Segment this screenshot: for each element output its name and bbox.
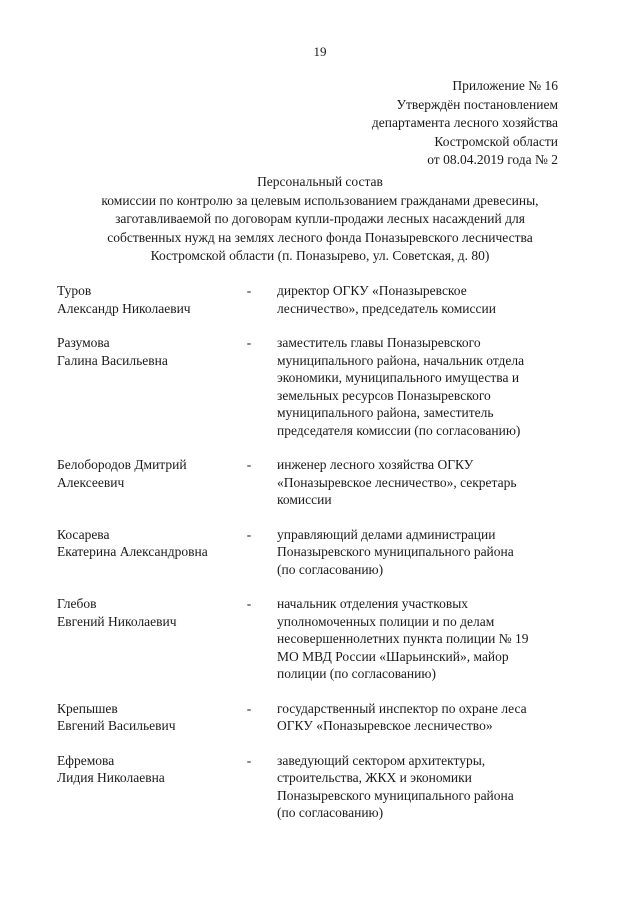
member-name-line: Ефремова xyxy=(57,752,115,768)
member-role-line: муниципального района, начальник отдела xyxy=(277,352,525,368)
member-role xyxy=(277,752,559,822)
member-dash: - xyxy=(246,752,252,768)
approval-line-approved: Утверждён постановлением xyxy=(396,96,558,112)
member-name-line: Алексеевич xyxy=(57,474,125,490)
member-row xyxy=(57,334,577,439)
member-role-line: полиции (по согласованию) xyxy=(277,666,436,681)
member-role-line: Поназыревского муниципального района xyxy=(277,544,514,559)
member-name-line: Разумова xyxy=(57,335,110,350)
member-role-line: председателя комиссии (по согласованию) xyxy=(277,422,521,438)
member-row xyxy=(57,282,577,317)
member-role-line: инженер лесного хозяйства ОГКУ xyxy=(277,457,474,472)
member-row xyxy=(57,595,577,683)
member-name-line: Евгений Васильевич xyxy=(57,718,176,733)
member-role xyxy=(277,282,559,317)
member-role xyxy=(277,526,559,579)
member-name-line: Евгений Николаевич xyxy=(57,613,177,629)
title-line: комиссии по контролю за целевым использованием гражданами древесины, xyxy=(101,192,539,208)
member-role-line: начальник отделения участковых xyxy=(277,596,469,611)
member-role-line: «Поназыревское лесничество», секретарь xyxy=(277,474,517,490)
member-name-line: Крепышев xyxy=(57,700,118,716)
member-name-line: Лидия Николаевна xyxy=(57,770,165,785)
member-name xyxy=(57,282,237,317)
member-dash: - xyxy=(246,283,252,298)
member-name-line: Глебов xyxy=(57,596,97,611)
member-role-line: директор ОГКУ «Поназыревское xyxy=(277,283,467,298)
document-title xyxy=(40,173,600,266)
member-name xyxy=(57,752,237,822)
member-role-line: заместитель главы Поназыревского xyxy=(277,335,481,350)
member-role-line: лесничество», председатель комиссии xyxy=(277,300,496,316)
member-name xyxy=(57,334,237,439)
member-row xyxy=(57,526,577,579)
member-name-line: Александр Николаевич xyxy=(57,300,191,316)
approval-line-date: от 08.04.2019 года № 2 xyxy=(427,152,558,167)
member-role-line: строительства, ЖКХ и экономики xyxy=(277,770,472,785)
title-line: Персональный состав xyxy=(257,174,383,189)
member-role-line: уполномоченных полиции и по делам xyxy=(277,613,495,629)
member-role-line: несовершеннолетних пункта полиции № 19 xyxy=(277,631,529,646)
member-name-line: Белобородов Дмитрий xyxy=(57,457,187,472)
member-name-line: Туров xyxy=(57,283,92,298)
member-role-line: МО МВД России «Шарьинский», майор xyxy=(277,648,509,664)
member-role-line: (по согласованию) xyxy=(277,561,384,577)
member-row xyxy=(57,700,577,735)
member-role-line: Поназыревского муниципального района xyxy=(277,787,514,803)
approval-block xyxy=(372,77,558,170)
member-dash: - xyxy=(246,700,252,716)
member-role xyxy=(277,595,559,683)
member-dash: - xyxy=(246,457,252,472)
member-dash: - xyxy=(246,596,252,611)
member-role-line: заведующий сектором архитектуры, xyxy=(277,752,486,768)
member-role xyxy=(277,456,559,509)
title-line: Костромской области (п. Поназырево, ул. Советская, д. 80) xyxy=(150,248,490,263)
approval-line-region: Костромской области xyxy=(434,133,558,149)
member-row xyxy=(57,456,577,509)
member-dash: - xyxy=(246,335,252,350)
approval-line-appendix: Приложение № 16 xyxy=(452,78,558,93)
member-name xyxy=(57,700,237,735)
member-name-line: Косарева xyxy=(57,526,110,542)
member-name xyxy=(57,456,237,509)
member-role-line: государственный инспектор по охране леса xyxy=(277,700,527,716)
member-list xyxy=(57,282,577,839)
member-role xyxy=(277,700,559,735)
member-role-line: ОГКУ «Поназыревское лесничество» xyxy=(277,718,493,733)
member-name xyxy=(57,526,237,579)
member-role-line: комиссии xyxy=(277,492,332,507)
member-role-line: муниципального района, заместитель xyxy=(277,405,494,420)
member-row xyxy=(57,752,577,822)
member-role-line: земельных ресурсов Поназыревского xyxy=(277,387,491,403)
member-role xyxy=(277,334,559,439)
approval-line-department: департамента лесного хозяйства xyxy=(371,115,558,130)
member-dash: - xyxy=(246,526,252,542)
title-line: собственных нужд на землях лесного фонда Поназыревского лесничества xyxy=(107,229,533,245)
member-role-line: управляющий делами администрации xyxy=(277,526,496,542)
member-role-line: экономики, муниципального имущества и xyxy=(277,370,520,385)
page-number: 19 xyxy=(313,44,327,59)
title-line: заготавливаемой по договорам купли-продажи лесных насаждений для xyxy=(115,211,525,226)
member-name xyxy=(57,595,237,683)
member-role-line: (по согласованию) xyxy=(277,805,384,820)
member-name-line: Екатерина Александровна xyxy=(57,544,208,559)
member-name-line: Галина Васильевна xyxy=(57,352,168,368)
